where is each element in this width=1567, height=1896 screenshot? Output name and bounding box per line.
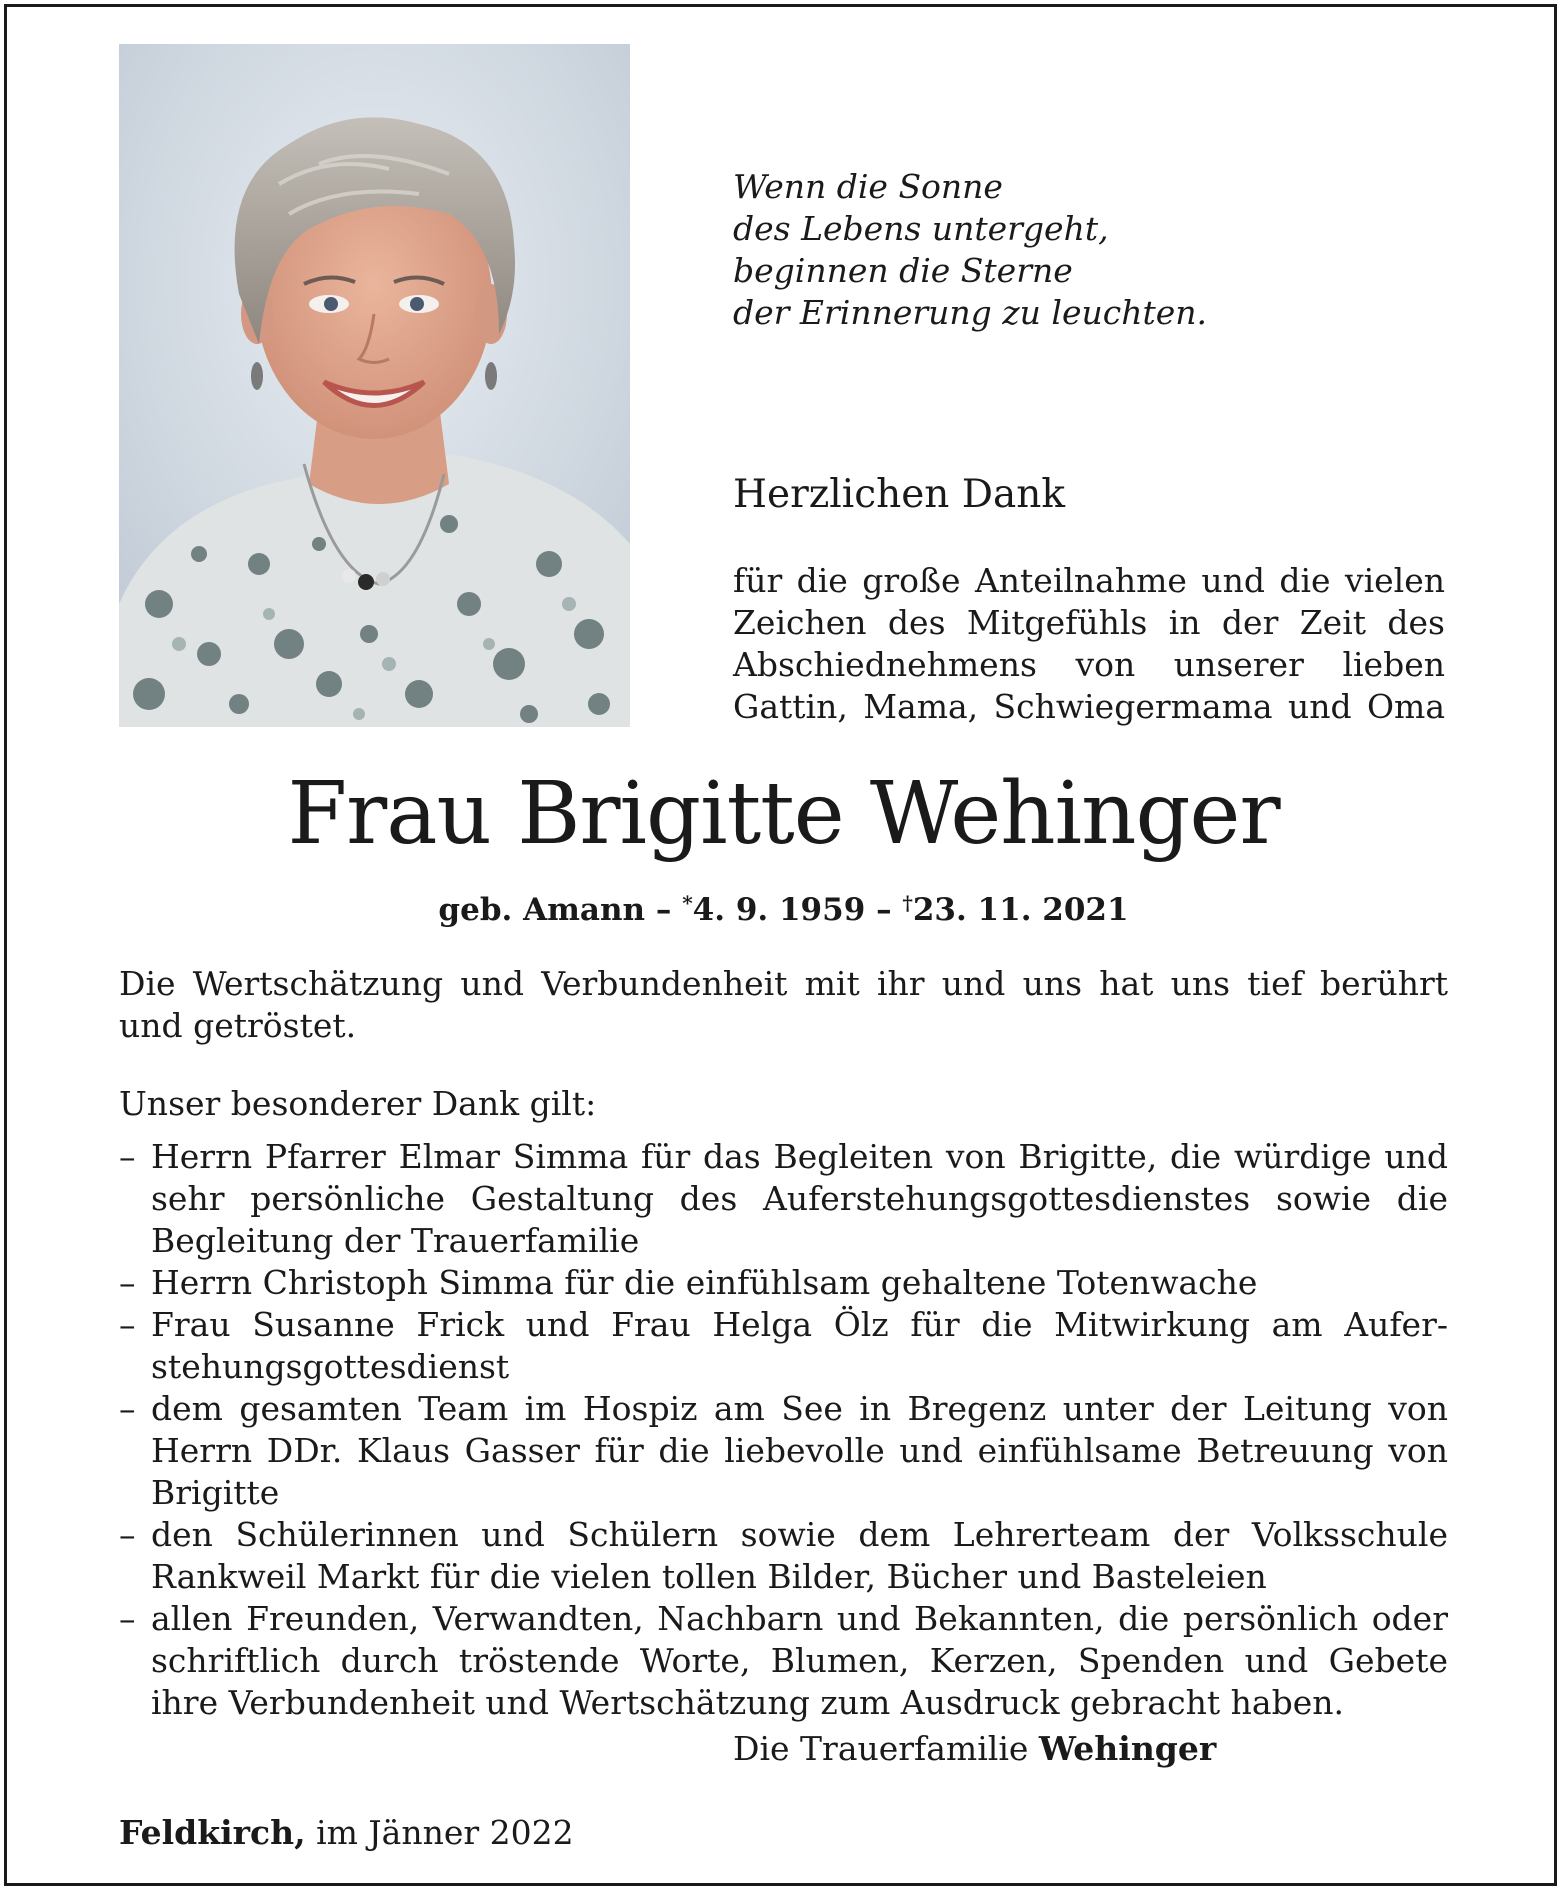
list-item-line: Herrn Pfarrer Elmar Simma für das Begleiten von Brigitte, die würdige und xyxy=(151,1137,1448,1176)
thanks-heading: Herzlichen Dank xyxy=(733,472,1066,517)
list-item-line: dem gesamten Team im Hospiz am See in Bregenz unter der Leitung von xyxy=(151,1389,1448,1428)
list-item-line: den Schülerinnen und Schülern sowie dem Lehrerteam der Volksschule xyxy=(151,1515,1448,1554)
special-thanks-list xyxy=(119,1136,1448,1724)
birth-symbol: * xyxy=(682,891,693,915)
list-item xyxy=(119,1514,1448,1598)
life-dates xyxy=(0,890,1567,930)
place-city: Feldkirch, xyxy=(119,1813,306,1852)
list-bullet: – xyxy=(119,1263,136,1302)
place-date-text: im Jänner 2022 xyxy=(316,1813,574,1852)
list-item xyxy=(119,1136,1448,1262)
list-item-line: sehr persönliche Gestaltung des Auferstehungsgottesdienstes sowie die xyxy=(151,1179,1448,1218)
birth-date: 4. 9. 1959 xyxy=(692,892,866,928)
list-item xyxy=(119,1304,1448,1388)
signature-family: Wehinger xyxy=(1038,1729,1217,1768)
list-item xyxy=(119,1262,1448,1304)
list-item-line: Frau Susanne Frick und Frau Helga Ölz für die Mitwirkung am Aufer- xyxy=(151,1305,1448,1344)
special-thanks-heading xyxy=(119,1083,1448,1125)
list-bullet: – xyxy=(119,1515,136,1554)
signature-prefix: Die Trauerfamilie xyxy=(733,1729,1029,1768)
thanks-intro xyxy=(733,560,1445,728)
thanks-intro-line: Gattin, Mama, Schwiegermama und Oma xyxy=(733,687,1445,726)
list-bullet: – xyxy=(119,1305,136,1344)
dates-separator: – xyxy=(655,892,672,928)
list-item-line: stehungsgottesdienst xyxy=(151,1347,510,1386)
maiden-name: geb. Amann xyxy=(438,892,646,928)
death-date: 23. 11. 2021 xyxy=(912,892,1129,928)
list-item-line: Rankweil Markt für die vielen tollen Bilder, Bücher und Basteleien xyxy=(151,1557,1267,1596)
quote-line: der Erinnerung zu leuchten. xyxy=(733,293,1208,332)
list-item-line: Brigitte xyxy=(151,1473,280,1512)
deceased-name: Frau Brigitte Wehinger xyxy=(287,764,1280,864)
thanks-intro-line: Zeichen des Mitgefühls in der Zeit des xyxy=(733,603,1445,642)
list-bullet: – xyxy=(119,1599,136,1638)
thanks-intro-line: für die große Anteilnahme und die vielen xyxy=(733,561,1445,600)
appreciation-line: Die Wertschätzung und Verbundenheit mit ihr und uns hat uns tief berührt xyxy=(119,964,1448,1003)
portrait-photo-icon xyxy=(119,44,630,727)
list-bullet: – xyxy=(119,1137,136,1176)
list-item xyxy=(119,1598,1448,1724)
portrait-photo xyxy=(119,44,630,727)
memorial-quote xyxy=(733,166,1207,334)
list-item-line: schriftlich durch tröstende Worte, Blumen, Kerzen, Spenden und Gebete xyxy=(151,1641,1448,1680)
death-symbol: † xyxy=(902,891,913,915)
list-item-line: Herrn DDr. Klaus Gasser für die liebevolle und einfühlsame Betreuung von xyxy=(151,1431,1448,1470)
quote-line: des Lebens untergeht, xyxy=(733,209,1109,248)
list-item-line: Begleitung der Trauerfamilie xyxy=(151,1221,640,1260)
place-date xyxy=(119,1812,574,1854)
quote-line: Wenn die Sonne xyxy=(733,167,1003,206)
family-signature xyxy=(733,1728,1216,1770)
list-bullet: – xyxy=(119,1389,136,1428)
list-item xyxy=(119,1388,1448,1514)
dates-separator: – xyxy=(876,892,892,928)
appreciation-line: und getröstet. xyxy=(119,1006,357,1045)
thanks-intro-line: Abschiednehmens von unserer lieben xyxy=(733,645,1445,684)
list-item-line: allen Freunden, Verwandten, Nachbarn und Bekannten, die persönlich oder xyxy=(151,1599,1448,1638)
list-item-line: Herrn Christoph Simma für die einfühlsam gehaltene Totenwache xyxy=(151,1263,1258,1302)
list-item-line: ihre Verbundenheit und Wertschätzung zum Ausdruck gebracht haben. xyxy=(151,1683,1344,1722)
appreciation-paragraph xyxy=(119,963,1448,1047)
special-thanks-heading-text: Unser besonderer Dank gilt: xyxy=(119,1084,597,1123)
quote-line: beginnen die Sterne xyxy=(733,251,1073,290)
